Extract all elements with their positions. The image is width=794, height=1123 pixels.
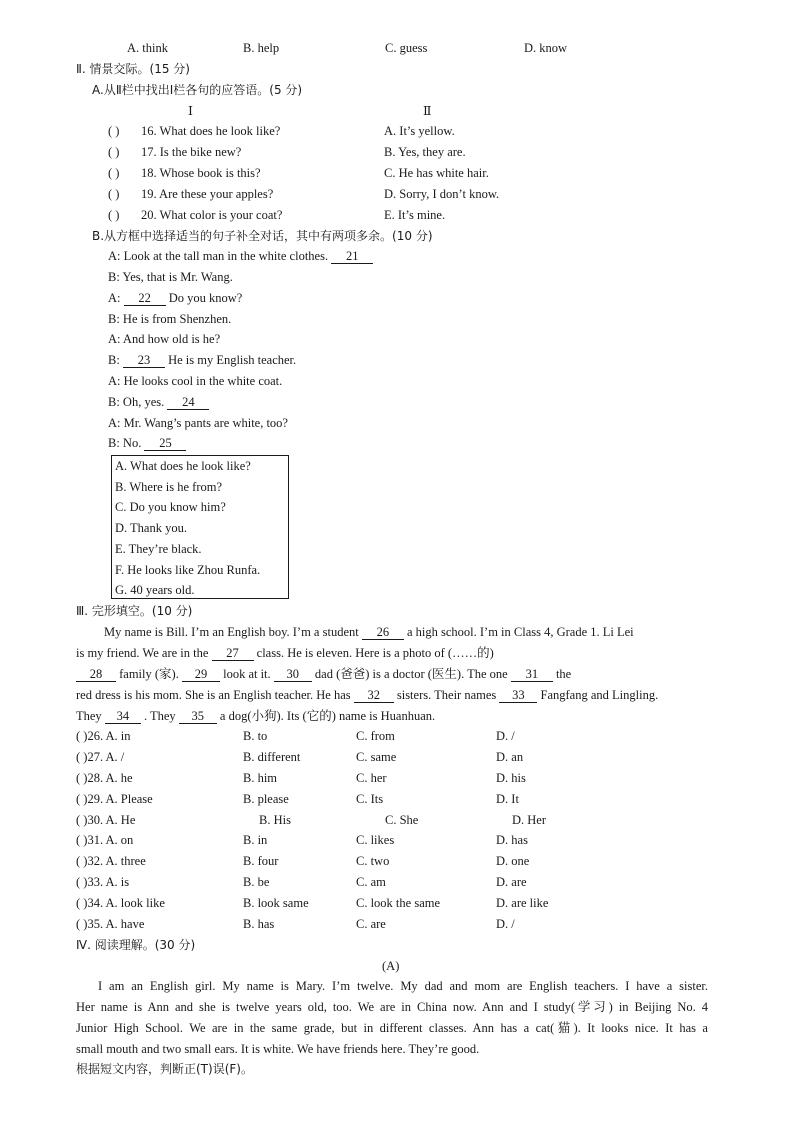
- choice-b: B. to: [243, 729, 268, 743]
- answer-bracket[interactable]: ( ): [108, 208, 120, 222]
- dialogue-line: B: No. 25: [108, 436, 186, 451]
- choice-b: B. him: [243, 771, 278, 785]
- section-2-title: Ⅱ. 情景交际。(15 分): [76, 62, 190, 76]
- passage-text-line: I am an English girl. My name is Mary. I’m twelve. My dad and mom are English teachers. I have a sister.: [98, 979, 708, 993]
- question-row-30[interactable]: ( )30. A. He: [76, 813, 136, 827]
- box-option: C. Do you know him?: [115, 500, 226, 514]
- options-box: [111, 455, 289, 599]
- question-row-35[interactable]: ( )35. A. have: [76, 917, 145, 931]
- box-option: G. 40 years old.: [115, 583, 195, 597]
- passage-line: My name is Bill. I’m an English boy. I’m a student 26 a high school. I’m in Class 4, Grade 1. Li Lei: [104, 625, 634, 639]
- choice-d: D. are: [496, 875, 527, 889]
- blank-30[interactable]: 30: [274, 668, 312, 682]
- choice-d: D. It: [496, 792, 519, 806]
- choice-c: C. likes: [356, 833, 395, 847]
- passage-line: is my friend. We are in the 27 class. He is eleven. Here is a photo of (……的): [76, 646, 494, 660]
- dialogue-line: A: And how old is he?: [108, 332, 221, 346]
- box-option: B. Where is he from?: [115, 480, 223, 494]
- blank-21[interactable]: 21: [331, 250, 373, 264]
- passage-text-line: Junior High School. We are in the same grade, but in different classes. Ann has a cat(猫). It looks nice. It has a: [76, 1021, 708, 1035]
- blank-26[interactable]: 26: [362, 626, 404, 640]
- passage-line: 28 family (家). 29 look at it. 30 dad (爸爸) is a doctor (医生). The one 31 the: [76, 667, 571, 682]
- question-text: 19. Are these your apples?: [141, 187, 274, 201]
- tf-instruction: 根据短文内容，判断正(T)误(F)。: [76, 1062, 253, 1076]
- blank-33[interactable]: 33: [499, 689, 537, 703]
- question-row-28[interactable]: ( )28. A. he: [76, 771, 133, 785]
- blank-35[interactable]: 35: [179, 710, 217, 724]
- choice-b: B. has: [243, 917, 275, 931]
- blank-22[interactable]: 22: [124, 292, 166, 306]
- question-row-34[interactable]: ( )34. A. look like: [76, 896, 165, 910]
- blank-27[interactable]: 27: [212, 647, 254, 661]
- choice-d: D. his: [496, 771, 526, 785]
- question-row-29[interactable]: ( )29. A. Please: [76, 792, 153, 806]
- box-option: D. Thank you.: [115, 521, 187, 535]
- question-text: 18. Whose book is this?: [141, 166, 261, 180]
- choice-c: C. Its: [356, 792, 384, 806]
- blank-34[interactable]: 34: [105, 710, 141, 724]
- dialogue-line: A: Look at the tall man in the white clothes. 21: [108, 249, 373, 264]
- blank-24[interactable]: 24: [167, 396, 209, 410]
- choice-b: B. be: [243, 875, 270, 889]
- box-option: E. They’re black.: [115, 542, 202, 556]
- passage-text-line: small mouth and two small ears. It is white. We have friends here. They’re good.: [76, 1042, 480, 1056]
- question-row-31[interactable]: ( )31. A. on: [76, 833, 134, 847]
- choice-d: D. /: [496, 729, 515, 743]
- question-row-26[interactable]: ( )26. A. in: [76, 729, 131, 743]
- choice-d: D. one: [496, 854, 530, 868]
- dialogue-line: B: He is from Shenzhen.: [108, 312, 232, 326]
- passage-line: They 34 . They 35 a dog(小狗). Its (它的) name is Huanhuan.: [76, 709, 436, 723]
- answer-text: A. It’s yellow.: [384, 124, 455, 138]
- box-option: A. What does he look like?: [115, 459, 251, 473]
- part-b-title: B.从方框中选择适当的句子补全对话，其中有两项多余。(10 分): [92, 229, 433, 243]
- choice-d: D. has: [496, 833, 528, 847]
- blank-23[interactable]: 23: [123, 354, 165, 368]
- dialogue-line: A: Mr. Wang’s pants are white, too?: [108, 416, 288, 430]
- part-a-title: A.从Ⅱ栏中找出Ⅰ栏各句的应答语。(5 分): [92, 83, 303, 97]
- choice-c: C. two: [356, 854, 390, 868]
- choice-d: D. are like: [496, 896, 549, 910]
- choice-b: B. in: [243, 833, 268, 847]
- blank-25[interactable]: 25: [144, 437, 186, 451]
- answer-bracket[interactable]: ( ): [108, 187, 120, 201]
- choice-b: B. His: [259, 813, 291, 827]
- column-2-header: Ⅱ: [423, 104, 432, 118]
- question-text: 20. What color is your coat?: [141, 208, 283, 222]
- option-d: D. know: [524, 41, 568, 55]
- question-text: 16. What does he look like?: [141, 124, 281, 138]
- choice-d: D. an: [496, 750, 524, 764]
- question-text: 17. Is the bike new?: [141, 145, 242, 159]
- choice-c: C. look the same: [356, 896, 441, 910]
- dialogue-line: B: Oh, yes. 24: [108, 395, 209, 410]
- choice-b: B. look same: [243, 896, 309, 910]
- answer-text: C. He has white hair.: [384, 166, 489, 180]
- dialogue-line: A: He looks cool in the white coat.: [108, 374, 283, 388]
- dialogue-line: B: 23 He is my English teacher.: [108, 353, 297, 367]
- dialogue-line: A: 22 Do you know?: [108, 291, 243, 305]
- choice-d: D. Her: [512, 813, 547, 827]
- passage-text-line: Her name is Ann and she is twelve years old, too. We are in China now. Ann and I study(学习) in Beijing No. 4: [76, 1000, 708, 1014]
- choice-c: C. from: [356, 729, 395, 743]
- blank-31[interactable]: 31: [511, 668, 553, 682]
- answer-text: D. Sorry, I don’t know.: [384, 187, 500, 201]
- option-c: C. guess: [385, 41, 428, 55]
- choice-c: C. am: [356, 875, 386, 889]
- answer-bracket[interactable]: ( ): [108, 166, 120, 180]
- answer-bracket[interactable]: ( ): [108, 145, 120, 159]
- choice-b: B. four: [243, 854, 279, 868]
- blank-32[interactable]: 32: [354, 689, 394, 703]
- dialogue-line: B: Yes, that is Mr. Wang.: [108, 270, 233, 284]
- choice-b: B. please: [243, 792, 289, 806]
- choice-c: C. are: [356, 917, 386, 931]
- column-1-header: Ⅰ: [188, 104, 193, 118]
- answer-text: E. It’s mine.: [384, 208, 446, 222]
- choice-d: D. /: [496, 917, 515, 931]
- option-a: A. think: [127, 41, 168, 55]
- blank-29[interactable]: 29: [182, 668, 220, 682]
- choice-c: C. same: [356, 750, 397, 764]
- answer-text: B. Yes, they are.: [384, 145, 466, 159]
- choice-b: B. different: [243, 750, 301, 764]
- passage-a-label: (A): [382, 959, 400, 973]
- question-row-33[interactable]: ( )33. A. is: [76, 875, 130, 889]
- option-b: B. help: [243, 41, 280, 55]
- choice-c: C. She: [385, 813, 419, 827]
- choice-c: C. her: [356, 771, 387, 785]
- answer-bracket[interactable]: ( ): [108, 124, 120, 138]
- question-row-27[interactable]: ( )27. A. /: [76, 750, 125, 764]
- question-row-32[interactable]: ( )32. A. three: [76, 854, 146, 868]
- section-4-title: Ⅳ. 阅读理解。(30 分): [76, 938, 196, 952]
- blank-28[interactable]: 28: [76, 668, 116, 682]
- box-option: F. He looks like Zhou Runfa.: [115, 563, 261, 577]
- passage-line: red dress is his mom. She is an English teacher. He has 32 sisters. Their names 33 Fangfang and Lingling.: [76, 688, 659, 702]
- section-3-title: Ⅲ. 完形填空。(10 分): [76, 604, 193, 618]
